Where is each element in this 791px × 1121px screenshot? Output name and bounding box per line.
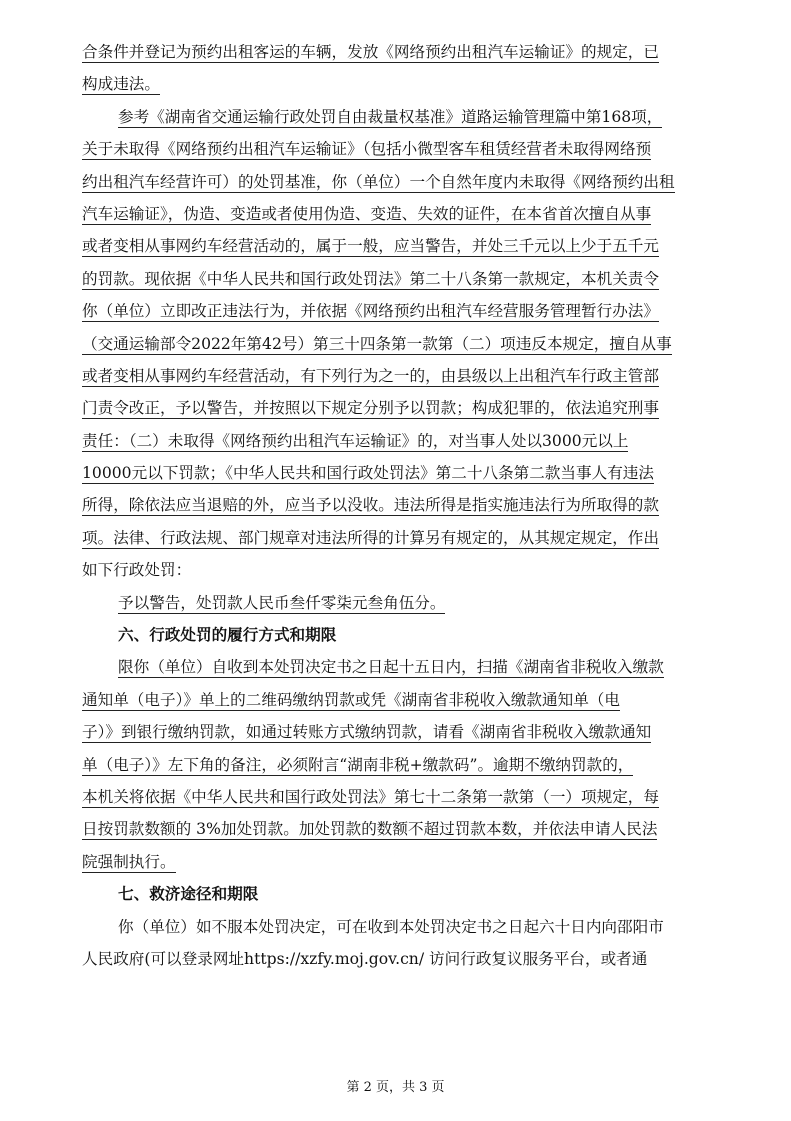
text-line: 合条件并登记为预约出租客运的车辆，发放《网络预约出租汽车运输证》的规定，已 xyxy=(82,43,659,61)
text-line: 予以警告，处罚款人民币叁仟零柒元叁角伍分。 xyxy=(118,593,446,612)
text-line: 如下行政处罚： xyxy=(82,561,192,580)
text-line: 的罚款。现依据《中华人民共和国行政处罚法》第二十八条第一款规定，本机关责令 xyxy=(82,269,659,288)
text-line: 约出租汽车经营许可）的处罚基准，你（单位）一个自然年度内未取得《网络预约出租 xyxy=(82,172,675,191)
text-line: （交通运输部令2022年第42号）第三十四条第一款第（二）项违反本规定，擅自从事 xyxy=(82,334,672,353)
text-line: 单（电子）》左下角的备注，必须附言“湖南非税+缴款码”。逾期不缴纳罚款的， xyxy=(82,755,634,774)
text-line: 门责令改正，予以警告，并按照以下规定分别予以罚款；构成犯罪的，依法追究刑事 xyxy=(82,399,659,418)
text-line: 构成违法。 xyxy=(82,75,160,94)
text-line: 你（单位）立即改正违法行为，并依据《网络预约出租汽车经营服务管理暂行办法》 xyxy=(82,302,659,321)
text-line: 责任：（二）未取得《网络预约出租汽车运输证》的，对当事人处以3000元以上 xyxy=(82,431,629,450)
text-line: 所得，除依法应当退赔的外，应当予以没收。违法所得是指实施违法行为所取得的款 xyxy=(82,496,659,515)
text-line: 参考《湖南省交通运输行政处罚自由裁量权基准》道路运输管理篇中第168项， xyxy=(118,107,663,126)
text-line: 或者变相从事网约车经营活动的，属于一般，应当警告，并处三千元以上少于五千元 xyxy=(82,237,659,256)
text-line: 本机关将依据《中华人民共和国行政处罚法》第七十二条第一款第（一）项规定，每 xyxy=(82,787,659,806)
page-footer: 第 2 页，共 3 页 xyxy=(346,1080,445,1095)
text-line: 10000元以下罚款；《中华人民共和国行政处罚法》第二十八条第二款当事人有违法 xyxy=(82,464,654,483)
text-line: 限你（单位）自收到本处罚决定书之日起十五日内，扫描《湖南省非税收入缴款 xyxy=(118,658,664,677)
text-line: 你（单位）如不服本处罚决定，可在收到本处罚决定书之日起六十日内向邵阳市 xyxy=(118,917,664,936)
text-line: 人民政府(可以登录网址https://xzfy.moj.gov.cn/ 访问行政复议服务平台，或者通 xyxy=(82,949,648,968)
text-line: 日按罚款数额的 3%加处罚款。加处罚款的数额不超过罚款本数，并依法申请人民法 xyxy=(82,820,658,839)
text-line: 或者变相从事网约车经营活动，有下列行为之一的，由县级以上出租汽车行政主管部 xyxy=(82,366,659,385)
text-line: 汽车运输证》，伪造、变造或者使用伪造、变造、失效的证件，在本省首次擅自从事 xyxy=(82,204,652,223)
text-line: 通知单（电子）》单上的二维码缴纳罚款或凭《湖南省非税收入缴款通知单（电 xyxy=(82,690,620,709)
section-heading: 六、行政处罚的履行方式和期限 xyxy=(118,625,337,645)
text-line: 院强制执行。 xyxy=(82,852,176,871)
text-line: 项。法律、行政法规、部门规章对违法所得的计算另有规定的，从其规定规定，作出 xyxy=(82,528,659,547)
section-heading: 七、救济途径和期限 xyxy=(118,884,259,904)
text-line: 子）》到银行缴纳罚款，如通过转账方式缴纳罚款，请看《湖南省非税收入缴款通知 xyxy=(82,723,652,742)
document-body xyxy=(82,36,750,975)
text-line: 关于未取得《网络预约出租汽车运输证》（包括小微型客车租赁经营者未取得网络预 xyxy=(82,140,652,159)
